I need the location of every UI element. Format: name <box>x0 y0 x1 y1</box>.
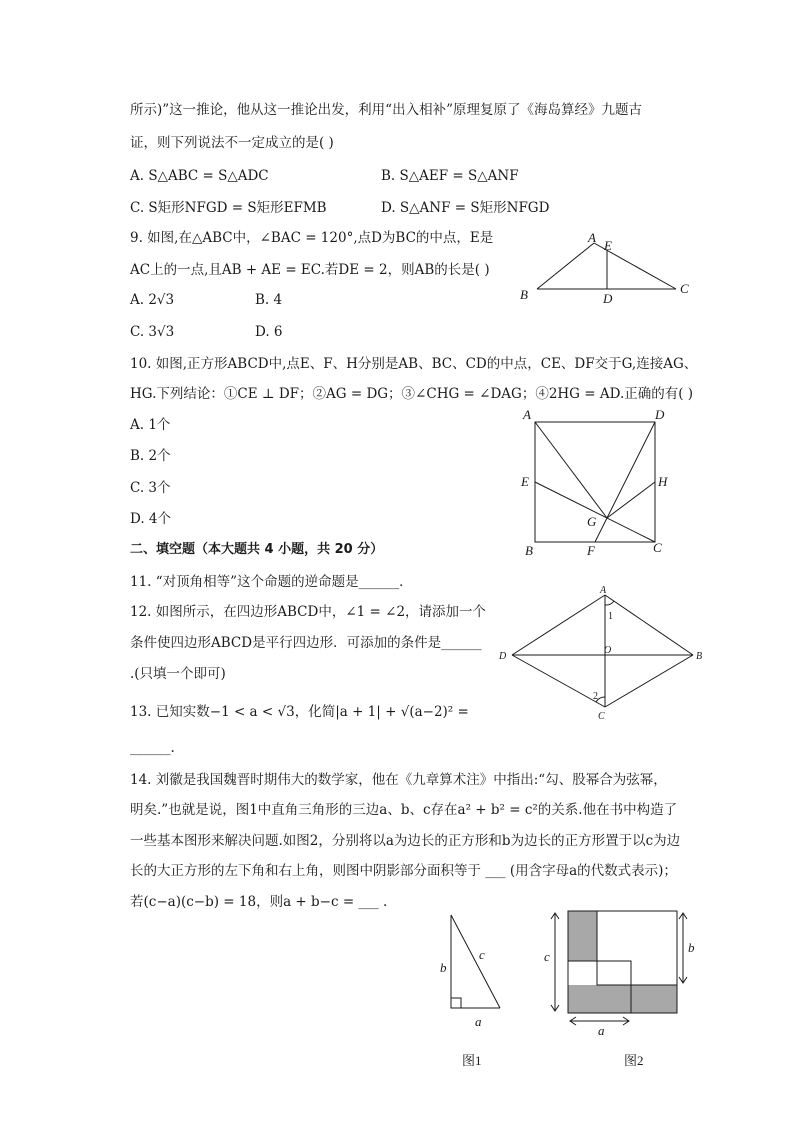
label-o: O <box>604 645 612 656</box>
question-12-cont: 条件使四边形ABCD是平行四边形．可添加的条件是______ <box>130 635 482 651</box>
label-d: D <box>499 651 507 662</box>
option-a: A. 2√3 <box>130 292 175 308</box>
label-e: E <box>604 238 612 253</box>
question-14-cont: 若(c−a)(c−b) = 18，则a + b−c = ___ . <box>130 894 388 910</box>
option-a: A. 1个 <box>130 417 171 433</box>
option-b: B. 4 <box>255 292 283 308</box>
label-b: b <box>440 960 447 975</box>
label-b: B <box>525 543 533 558</box>
figure-q14-right-triangle <box>430 905 530 1075</box>
figure-q10-square <box>515 402 675 562</box>
figure-caption: 图1 <box>462 1053 482 1068</box>
label-c: C <box>680 281 689 296</box>
label-b: B <box>520 287 528 302</box>
section-heading: 二、填空题（本大题共 4 小题，共 20 分） <box>130 542 384 557</box>
question-13-cont: ______. <box>130 740 175 756</box>
label-a: A <box>523 407 531 422</box>
question-9-cont: AC上的一点,且AB + AE = EC.若DE = 2，则AB的长是( ) <box>130 262 490 278</box>
text-line: 证，则下列说法不一定成立的是( ) <box>130 135 334 151</box>
label-c: c <box>479 947 485 962</box>
figure-caption: 图2 <box>624 1053 644 1068</box>
question-10: 10. 如图,正方形ABCD中,点E、F、H分别是AB、BC、CD的中点，CE、DF交于G,连接AG、 <box>130 356 698 372</box>
label-d: D <box>655 407 665 422</box>
question-14-cont: 明矣.”也就是说，图1中直角三角形的三边a、b、c存在a² + b² = c²的关系.他在书中构造了 <box>130 802 678 818</box>
label-e: E <box>521 474 529 489</box>
question-14: 14. 刘徽是我国魏晋时期伟大的数学家，他在《九章算术注》中指出:“勾、股幂合为弦幂， <box>130 772 667 788</box>
option-b: B. 2个 <box>130 448 171 464</box>
label-g: G <box>587 514 597 529</box>
text-line: 所示)”这一推论，他从这一推论出发，利用“出入相补”原理复原了《海岛算经》九题古 <box>130 102 642 118</box>
label-d: D <box>603 291 613 306</box>
label-a: A <box>600 585 607 596</box>
option-a: A. S△ABC = S△ADC <box>130 168 269 184</box>
label-b: B <box>696 651 703 662</box>
label-a: a <box>598 1023 605 1038</box>
option-d: D. S△ANF = S矩形NFGD <box>381 200 550 216</box>
label-a: A <box>588 230 596 245</box>
question-9: 9. 如图,在△ABC中，∠BAC = 120°,点D为BC的中点，E是 <box>130 230 494 246</box>
question-10-cont: HG.下列结论：①CE ⊥ DF；②AG = DG；③∠CHG = ∠DAG；④2HG = AD.正确的有( ) <box>130 386 694 402</box>
figure-q9-triangle <box>510 230 690 310</box>
angle-label-1: 1 <box>608 611 613 622</box>
question-11: 11. “对顶角相等”这个命题的逆命题是______． <box>130 574 413 590</box>
angle-label-2: 2 <box>593 691 598 702</box>
option-d: D. 4个 <box>130 511 172 527</box>
question-12: 12. 如图所示，在四边形ABCD中，∠1 = ∠2，请添加一个 <box>130 604 487 620</box>
question-14-cont: 一些基本图形来解决问题.如图2，分别将以a为边长的正方形和b为边长的正方形置于以c为边 <box>130 833 681 849</box>
option-b: B. S△AEF = S△ANF <box>381 168 519 184</box>
label-c: C <box>598 711 605 722</box>
question-13: 13. 已知实数−1 < a < √3，化简|a + 1| + √(a−2)² = <box>130 704 469 720</box>
label-a: a <box>475 1014 482 1029</box>
label-c: c <box>544 949 550 964</box>
option-c: C. S矩形NFGD = S矩形EFMB <box>130 200 327 216</box>
label-f: F <box>587 543 595 558</box>
option-d: D. 6 <box>255 324 283 340</box>
figure-q14-squares <box>535 905 705 1075</box>
option-c: C. 3个 <box>130 480 171 496</box>
label-c: C <box>653 540 662 555</box>
label-h: H <box>658 474 668 489</box>
question-14-cont: 长的大正方形的左下角和右上角，则图中阴影部分面积等于 ___ (用含字母a的代数式表示)； <box>130 863 677 879</box>
label-b: b <box>688 940 695 955</box>
figure-q12-quadrilateral <box>495 585 715 725</box>
option-c: C. 3√3 <box>130 324 175 340</box>
question-12-cont: .(只填一个即可) <box>130 666 226 682</box>
